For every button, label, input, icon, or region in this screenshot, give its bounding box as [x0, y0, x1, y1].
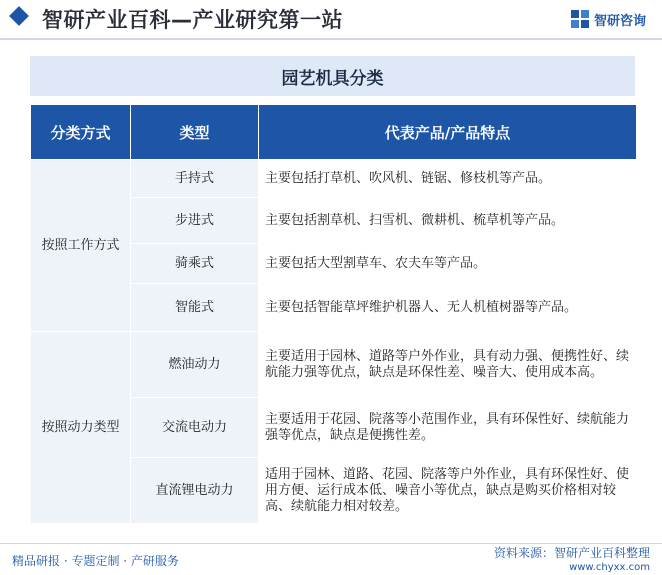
description-cell: 主要包括大型割草车、农夫车等产品。 — [259, 244, 637, 284]
column-header-description: 代表产品/产品特点 — [259, 105, 637, 160]
description-cell: 主要包括智能草坪维护机器人、无人机植树器等产品。 — [259, 284, 637, 332]
type-cell: 直流锂电动力 — [131, 458, 259, 524]
description-cell: 主要包括割草机、扫雪机、微耕机、梳草机等产品。 — [259, 198, 637, 244]
footer-tagline: 精品研报 · 专题定制 · 产研服务 — [12, 554, 179, 568]
column-header-type: 类型 — [131, 105, 259, 160]
type-cell: 手持式 — [131, 160, 259, 198]
table-row — [31, 160, 637, 198]
table-row — [31, 332, 637, 398]
category-cell: 按照工作方式 — [31, 160, 131, 332]
type-cell: 燃油动力 — [131, 332, 259, 398]
description-cell: 主要适用于园林、道路等户外作业，具有动力强、便携性好、续航能力强等优点，缺点是环保性差、噪音大、使用成本高。 — [259, 332, 637, 398]
diamond-icon — [9, 6, 29, 26]
brand-logo[interactable] — [571, 8, 646, 30]
category-cell: 按照动力类型 — [31, 332, 131, 524]
source-note: 资料来源：智研产业百科整理 — [493, 546, 650, 560]
logo-text: 智研咨询 — [593, 13, 646, 29]
page-header — [0, 0, 662, 40]
table-header-row — [31, 105, 637, 160]
type-cell: 步进式 — [131, 198, 259, 244]
footer-source-block — [494, 544, 650, 573]
type-cell: 骑乘式 — [131, 244, 259, 284]
type-cell: 交流电动力 — [131, 398, 259, 458]
description-cell: 适用于园林、道路、花园、院落等户外作业，具有环保性好、使用方便、运行成本低、噪音小等优点，缺点是购买价格相对较高、续航能力相对较差。 — [259, 458, 637, 524]
column-header-category: 分类方式 — [31, 105, 131, 160]
description-cell: 主要适用于花园、院落等小范围作业，具有环保性好、续航能力强等优点，缺点是便携性差。 — [259, 398, 637, 458]
description-cell: 主要包括打草机、吹风机、链锯、修枝机等产品。 — [259, 160, 637, 198]
header-divider — [0, 38, 662, 40]
type-cell: 智能式 — [131, 284, 259, 332]
header-title: 智研产业百科—产业研究第一站 — [42, 8, 343, 32]
classification-table — [30, 104, 637, 524]
logo-icon — [571, 10, 589, 28]
website-link[interactable]: www.chyxx.com — [569, 562, 650, 573]
table-title: 园艺机具分类 — [30, 56, 635, 96]
